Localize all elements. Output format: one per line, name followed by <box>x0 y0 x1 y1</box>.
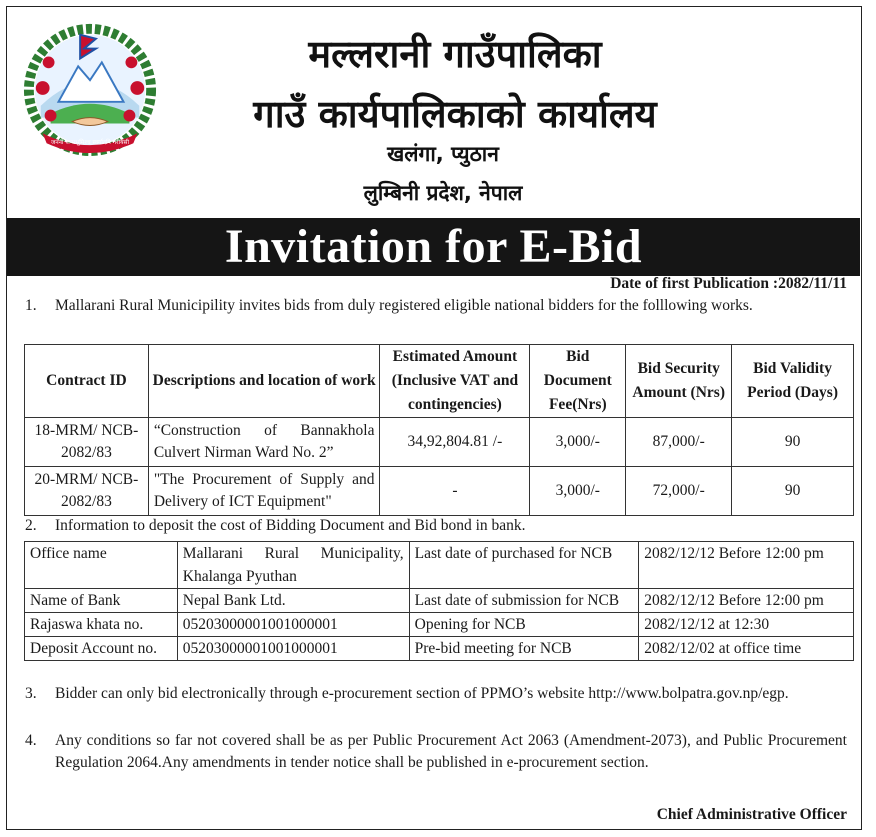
paragraph-text: Bidder can only bid electronically through e-procurement section of PPMO’s website http://www.bolpatra.gov.np/egp. <box>55 685 789 702</box>
paragraph-2 <box>25 515 847 537</box>
office-location: खलंगा, प्युठान <box>387 142 499 166</box>
notice-page <box>6 6 862 830</box>
column-header: Bid Validity Period (Days) <box>732 345 854 418</box>
paragraph-1 <box>25 295 847 317</box>
validity-period: 90 <box>732 467 854 516</box>
column-header: Estimated Amount (Inclusive VAT and contingencies) <box>380 345 530 418</box>
field-value: 2082/12/12 Before 12:00 pm <box>639 589 854 613</box>
validity-period: 90 <box>732 418 854 467</box>
field-label: Name of Bank <box>25 589 178 613</box>
column-header: Bid Security Amount (Nrs) <box>626 345 732 418</box>
paragraph-3 <box>25 683 847 705</box>
bid-security: 72,000/- <box>626 467 732 516</box>
estimated-amount: 34,92,804.81 /- <box>380 418 530 467</box>
notice-header <box>7 7 861 219</box>
column-header: Bid Document Fee(Nrs) <box>530 345 626 418</box>
work-description: "The Procurement of Supply and Delivery of ICT Equipment" <box>148 467 380 516</box>
contract-id: 18-MRM/ NCB-2082/83 <box>25 418 149 467</box>
document-fee: 3,000/- <box>530 467 626 516</box>
paragraph-number: 2. <box>25 517 37 534</box>
field-value: Mallarani Rural Municipality, Khalanga Pyuthan <box>177 542 409 589</box>
field-label: Pre-bid meeting for NCB <box>409 637 639 661</box>
field-value: 2082/12/02 at office time <box>639 637 854 661</box>
field-value: 05203000001001000001 <box>177 637 409 661</box>
table-row <box>25 613 854 637</box>
contract-table <box>24 344 854 516</box>
paragraph-text: Mallarani Rural Municipility invites bids from duly registered eligible national bidders for the folllowing works. <box>55 297 753 314</box>
table-row <box>25 542 854 589</box>
table-row <box>25 637 854 661</box>
emblem-motto: जननी जन्मभूमिश्च स्वर्गादपि गरीयसी <box>50 140 130 147</box>
table-header-row <box>25 345 854 418</box>
province-country: लुम्बिनी प्रदेश, नेपाल <box>363 181 523 205</box>
paragraph-text: Any conditions so far not covered shall be as per Public Procurement Act 2063 (Amendment-2073), and Public Procurement Regulation 2064.Any amendments in tender notice shall be published in e-procurement section. <box>55 732 847 771</box>
field-label: Office name <box>25 542 178 589</box>
paragraph-4 <box>25 730 847 774</box>
field-label: Rajaswa khata no. <box>25 613 178 637</box>
column-header: Contract ID <box>25 345 149 418</box>
notice-title-banner: Invitation for E-Bid <box>7 218 860 276</box>
bank-info-table <box>24 541 854 661</box>
field-label: Last date of purchased for NCB <box>409 542 639 589</box>
field-label: Deposit Account no. <box>25 637 178 661</box>
work-description: “Construction of Bannakhola Culvert Nirman Ward No. 2” <box>148 418 380 467</box>
paragraph-number: 4. <box>25 732 37 749</box>
field-label: Last date of submission for NCB <box>409 589 639 613</box>
estimated-amount: - <box>380 467 530 516</box>
municipality-name: मल्लरानी गाउँपालिका <box>308 32 602 76</box>
field-label: Opening for NCB <box>409 613 639 637</box>
publication-date: Date of first Publication :2082/11/11 <box>610 275 847 292</box>
field-value: Nepal Bank Ltd. <box>177 589 409 613</box>
paragraph-number: 3. <box>25 685 37 702</box>
contract-id: 20-MRM/ NCB-2082/83 <box>25 467 149 516</box>
table-row <box>25 467 854 516</box>
field-value: 05203000001001000001 <box>177 613 409 637</box>
field-value: 2082/12/12 at 12:30 <box>639 613 854 637</box>
bid-security: 87,000/- <box>626 418 732 467</box>
column-header: Descriptions and location of work <box>148 345 380 418</box>
signature-title: Chief Administrative Officer <box>656 806 847 823</box>
paragraph-text: Information to deposit the cost of Bidding Document and Bid bond in bank. <box>55 517 526 534</box>
document-fee: 3,000/- <box>530 418 626 467</box>
table-row <box>25 589 854 613</box>
table-row <box>25 418 854 467</box>
office-name: गाउँ कार्यपालिकाको कार्यालय <box>253 92 657 136</box>
paragraph-number: 1. <box>25 297 37 314</box>
field-value: 2082/12/12 Before 12:00 pm <box>639 542 854 589</box>
